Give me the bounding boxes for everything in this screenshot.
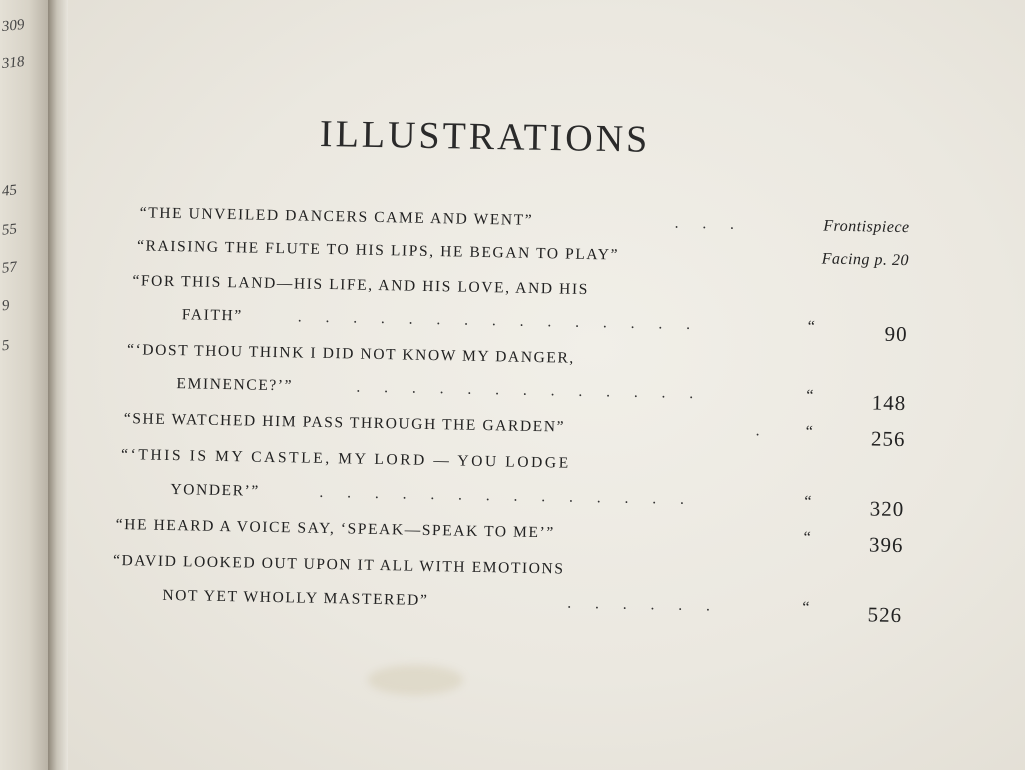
page-title: ILLUSTRATIONS xyxy=(319,113,651,161)
illustration-caption: EMINENCE?’” xyxy=(176,375,294,395)
page-number: 90 xyxy=(884,321,908,347)
page-number: 148 xyxy=(871,390,907,416)
ditto-mark: “ xyxy=(802,599,812,617)
page-number: 9 xyxy=(1,297,11,315)
illustration-caption: NOT YET WHOLLY MASTERED” xyxy=(162,586,429,609)
page-number: 309 xyxy=(1,16,26,36)
ditto-mark: “ xyxy=(806,387,816,405)
leader-dots: . . . . . . . . . . . . . . . xyxy=(297,308,701,334)
page-number: 45 xyxy=(1,182,18,200)
leader-dots: . . . xyxy=(674,214,745,233)
illustration-caption: “‘THIS IS MY CASTLE, MY LORD — YOU LODGE xyxy=(120,446,571,472)
page-number: 55 xyxy=(1,221,18,239)
page-number: 526 xyxy=(867,602,903,628)
leader-dots: . . . . . . . . . . . . . xyxy=(356,378,704,403)
illustration-caption: YONDER’” xyxy=(170,481,261,500)
illustration-caption: FAITH” xyxy=(181,306,243,325)
illustration-caption: “‘DOST THOU THINK I DID NOT KNOW MY DANGER, xyxy=(126,341,576,367)
page-number: 320 xyxy=(869,496,905,522)
illustration-caption: “RAISING THE FLUTE TO HIS LIPS, HE BEGAN TO PLAY” xyxy=(136,237,620,264)
ditto-mark: “ xyxy=(805,423,815,441)
illustration-caption: “DAVID LOOKED OUT UPON IT ALL WITH EMOTIONS xyxy=(112,551,565,578)
book-gutter xyxy=(48,0,68,770)
illustration-caption: “HE HEARD A VOICE SAY, ‘SPEAK—SPEAK TO ME’” xyxy=(115,515,555,542)
leader-dots: . . . . . . . . . . . . . . xyxy=(319,483,695,509)
leader-dots: . xyxy=(755,422,770,440)
page-number: 57 xyxy=(1,259,18,277)
illustrations-list xyxy=(111,200,919,665)
leader-dots: . . . . . . xyxy=(567,594,721,615)
illustration-caption: “THE UNVEILED DANCERS CAME AND WENT” xyxy=(139,204,534,229)
page-stain xyxy=(368,665,463,695)
ditto-mark: “ xyxy=(807,318,817,336)
ditto-mark: “ xyxy=(803,529,813,547)
page-number: 318 xyxy=(1,53,26,73)
illustration-caption: “FOR THIS LAND—HIS LIFE, AND HIS LOVE, AND HIS xyxy=(132,272,590,299)
page-number: 256 xyxy=(870,426,906,452)
page-reference: Facing p. 20 xyxy=(821,250,910,270)
page-reference: Frontispiece xyxy=(823,217,910,237)
illustration-caption: “SHE WATCHED HIM PASS THROUGH THE GARDEN” xyxy=(123,410,566,436)
page-number: 396 xyxy=(868,532,904,558)
page-number: 5 xyxy=(1,337,11,355)
ditto-mark: “ xyxy=(804,493,814,511)
previous-page-edge xyxy=(0,0,49,770)
